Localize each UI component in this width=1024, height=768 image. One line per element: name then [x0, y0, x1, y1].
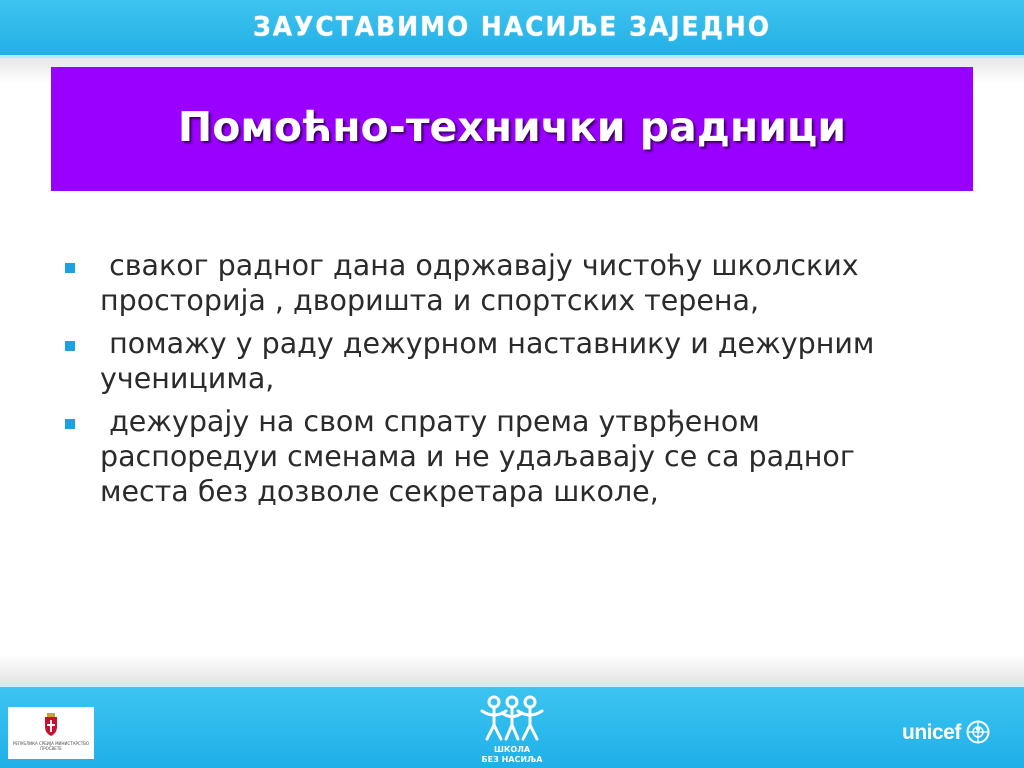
school-logo-line1: ШКОЛА — [493, 745, 531, 754]
top-banner — [0, 0, 1024, 58]
campaign-banner-text: ЗАУСТАВИМО НАСИЉЕ ЗАЈЕДНО — [252, 11, 772, 42]
bullet-text: сваког радног дана одржавају чистоћу школских просторија , дворишта и спортских терена, — [100, 249, 859, 317]
ministry-logo — [8, 707, 94, 759]
bullet-list — [62, 248, 962, 517]
bottom-shadow — [0, 655, 1024, 685]
slide-title: Помоћно-технички радници — [177, 103, 847, 151]
school-logo-line2: БЕЗ НАСИЉА — [481, 755, 543, 764]
bullet-item — [62, 326, 962, 396]
bullet-text: дежурају на свом спрату према утврђеном распоредуи сменама и не удаљавају се са радног места без дозволе секретара школе, — [100, 405, 855, 508]
square-bullet-icon — [65, 419, 75, 429]
square-bullet-icon — [65, 263, 75, 273]
school-without-violence-logo — [472, 693, 552, 767]
unicef-wordmark: unicef — [902, 721, 961, 744]
school-logo-text — [472, 745, 552, 765]
footer-band — [0, 684, 1024, 768]
bullet-item — [62, 248, 962, 318]
bullet-text: помажу у раду дежурном наставнику и дежурним ученицима, — [100, 327, 875, 395]
serbia-crest-icon — [42, 713, 60, 737]
school-without-violence-children-icon — [472, 693, 552, 745]
square-bullet-icon — [65, 341, 75, 351]
ministry-logo-text: РЕПУБЛИКА СРБИЈА МИНИСТАРСТВО ПРОСВЕТЕ — [12, 741, 90, 751]
bullet-item — [62, 404, 962, 509]
unicef-emblem-icon — [966, 720, 990, 744]
title-box — [51, 67, 973, 191]
